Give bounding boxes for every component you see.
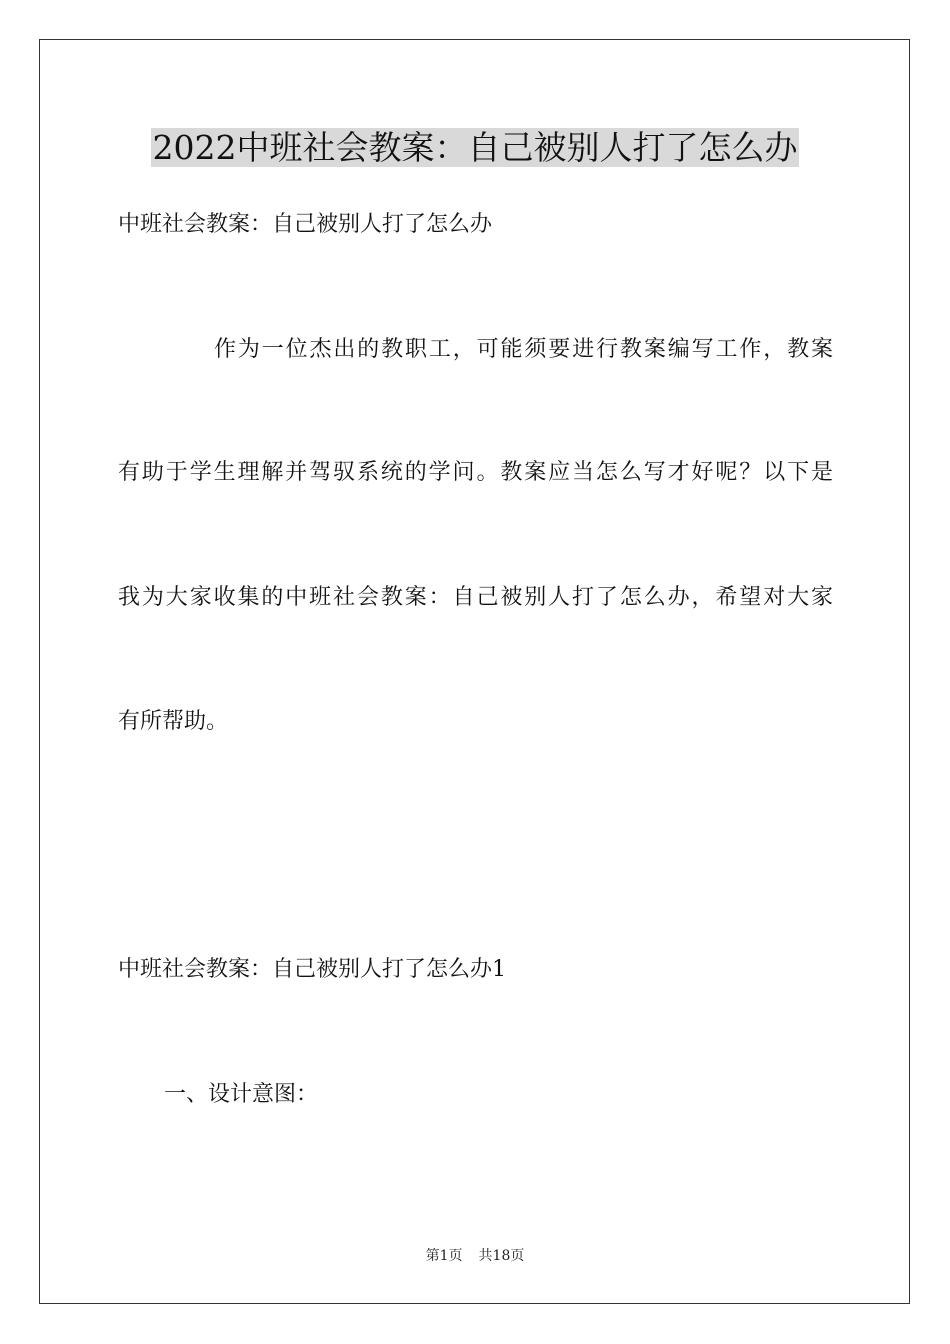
intro-line-2: 有助于学生理解并驾驭系统的学问。教案应当怎么写才好呢？以下是 [118,460,833,485]
intro-line-4: 有所帮助。 [118,709,229,734]
page-footer [0,1246,950,1266]
section-title: 中班社会教案：自己被别人打了怎么办1 [118,957,506,982]
page-number-current: 第1页 [425,1248,463,1264]
document-title [0,126,950,170]
intro-line-1: 作为一位杰出的教职工，可能须要进行教案编写工作，教案 [214,337,833,362]
design-intent-heading: 一、设计意图： [164,1082,319,1107]
document-title-text: 2022中班社会教案：自己被别人打了怎么办 [152,128,798,167]
document-subtitle: 中班社会教案：自己被别人打了怎么办 [118,212,493,237]
intro-line-3: 我为大家收集的中班社会教案：自己被别人打了怎么办，希望对大家 [118,585,833,610]
page-number-total: 共18页 [478,1248,525,1264]
